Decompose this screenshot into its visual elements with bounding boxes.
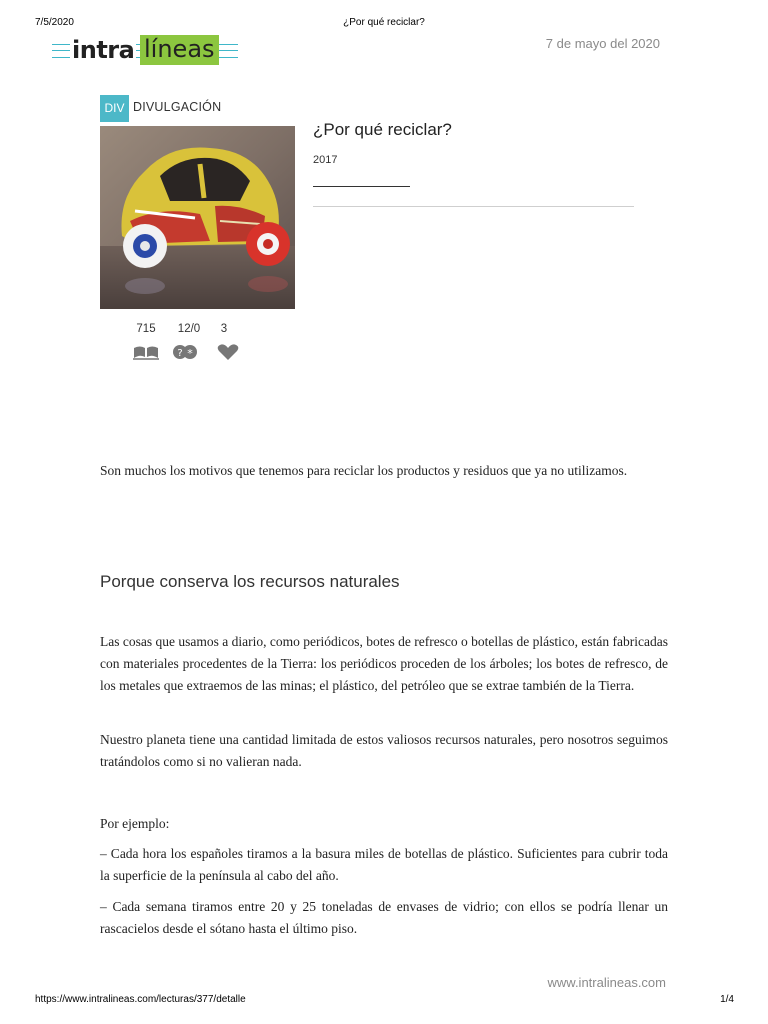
article-title: ¿Por qué reciclar? bbox=[313, 120, 452, 139]
paragraph-4: – Cada hora los españoles tiramos a la basura miles de botellas de plástico. Suficientes para cubrir toda la superficie de la península al cabo del año. bbox=[100, 846, 668, 883]
title-underline bbox=[313, 186, 410, 187]
likes-count: 3 bbox=[220, 323, 228, 335]
print-url: https://www.intralineas.com/lecturas/377/detalle bbox=[35, 994, 246, 1005]
publish-date: 7 de mayo del 2020 bbox=[545, 36, 660, 51]
logo-text-intra: intra bbox=[72, 36, 135, 64]
category-label[interactable]: DIVULGACIÓN bbox=[133, 100, 222, 114]
open-book-icon bbox=[132, 343, 160, 361]
site-logo[interactable] bbox=[52, 34, 238, 66]
heart-icon[interactable] bbox=[214, 343, 242, 361]
paragraph-1: Las cosas que usamos a diario, como periódicos, botes de refresco o botellas de plástico, están fabricadas con materiales procedentes de la Tierra: los periódicos proceden de los árboles; los botes de refresco, de los metales que extraemos de las minas; el plástico, del petróleo que se extrae también de la Tierra. bbox=[100, 634, 668, 693]
print-date: 7/5/2020 bbox=[35, 17, 74, 28]
paragraph-5: – Cada semana tiramos entre 20 y 25 toneladas de envases de vidrio; con ellos se podría llenar un rascacielos desde el sótano hasta el último piso. bbox=[100, 899, 668, 936]
paragraph-2: Nuestro planeta tiene una cantidad limitada de estos valiosos recursos naturales, pero nosotros seguimos tratándolos como si no valieran nada. bbox=[100, 732, 668, 769]
question-asterisk-icon[interactable] bbox=[172, 343, 200, 361]
header-divider bbox=[313, 206, 634, 207]
logo-text-lineas: líneas bbox=[140, 35, 219, 65]
svg-text:?: ? bbox=[177, 348, 183, 359]
questions-count: 12/0 bbox=[177, 323, 201, 335]
article-image bbox=[100, 126, 295, 309]
print-page-number: 1/4 bbox=[720, 994, 734, 1005]
article-year: 2017 bbox=[313, 154, 338, 166]
toy-car-illustration bbox=[100, 126, 295, 309]
paragraph-3: Por ejemplo: bbox=[100, 816, 170, 831]
category-badge[interactable]: DIV bbox=[100, 95, 129, 122]
print-title: ¿Por qué reciclar? bbox=[343, 17, 425, 28]
reads-count: 715 bbox=[136, 323, 156, 335]
svg-text:*: * bbox=[187, 347, 193, 360]
intro-paragraph: Son muchos los motivos que tenemos para reciclar los productos y residuos que ya no utilizamos. bbox=[100, 463, 628, 478]
site-footer-link[interactable]: www.intralineas.com bbox=[547, 975, 666, 990]
section-heading: Porque conserva los recursos naturales bbox=[100, 572, 400, 591]
